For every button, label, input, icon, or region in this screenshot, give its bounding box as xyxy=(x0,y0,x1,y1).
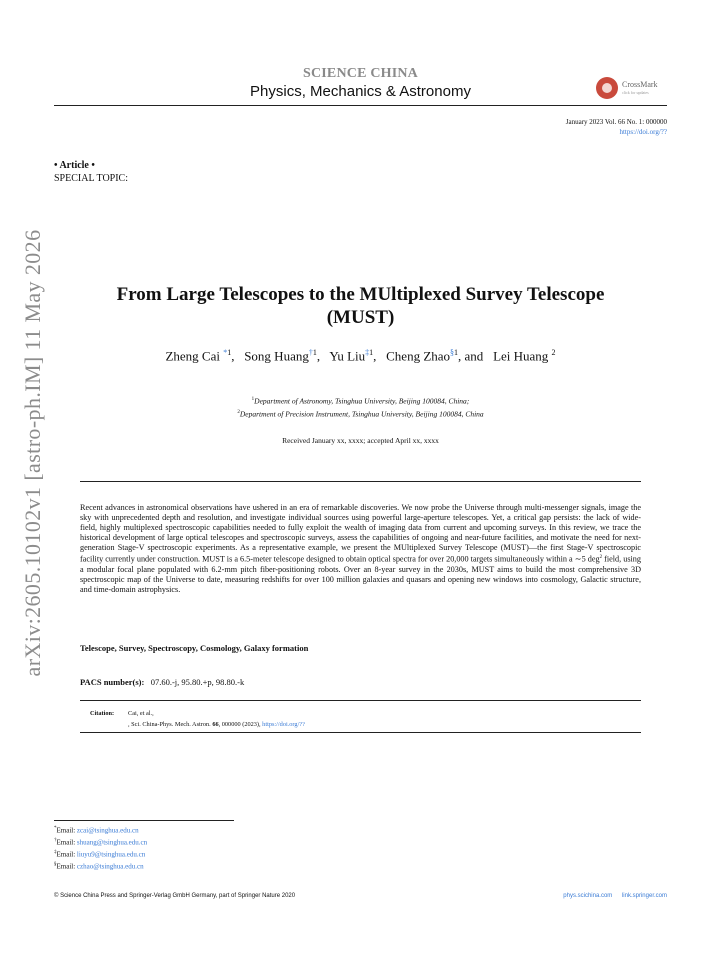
crossmark-label: CrossMark xyxy=(622,80,658,89)
footnote: †Email: shuang@tsinghua.edu.cn xyxy=(54,838,148,847)
footnote: *Email: zcai@tsinghua.edu.cn xyxy=(54,826,139,835)
footer-link-springer[interactable]: link.springer.com xyxy=(621,893,667,899)
received-date: Received January xx, xxxx; accepted April xx, xxxx xyxy=(282,436,439,445)
crossmark-icon xyxy=(596,77,618,99)
pacs-numbers xyxy=(80,677,244,687)
special-topic: SPECIAL TOPIC: xyxy=(54,173,128,184)
affiliation-line: $^2$Department of Precision Instrument, Tsinghua University, Beijing 100084, China xyxy=(237,409,484,418)
author-affil: 1 xyxy=(227,348,232,357)
abstract-top-rule xyxy=(80,481,641,482)
author-symbol[interactable]: § xyxy=(450,348,455,357)
journal-subtitle: Physics, Mechanics & Astronomy xyxy=(250,83,471,100)
citation-line-2: , Sci. China-Phys. Mech. Astron. 66, 000000 (2023), https://doi.org/?? xyxy=(128,721,305,728)
copyright-footer: © Science China Press and Springer-Verlag GmbH Germany, part of Springer Nature 2020 xyxy=(54,893,296,899)
footnote-rule xyxy=(54,820,234,821)
email-link[interactable]: zcai@tsinghua.edu.cn xyxy=(76,826,139,835)
author-affil: 1 xyxy=(369,348,374,357)
citation-bottom-rule xyxy=(80,732,641,733)
issue-dateline: January 2023 Vol. 66 No. 1: 000000 xyxy=(565,118,667,126)
title-line-2: (MUST) xyxy=(326,307,395,328)
paper-title xyxy=(80,283,641,329)
article-type: • Article • xyxy=(54,160,95,171)
author-affil: 2 xyxy=(551,348,556,357)
citation-line-1: Citation: Cai, et al., xyxy=(90,710,154,717)
author-name: Lei Huang xyxy=(493,348,549,364)
author-symbol[interactable]: ‡ xyxy=(365,348,370,357)
authors-and: and xyxy=(464,348,484,364)
footer-links xyxy=(555,893,667,899)
citation-doi-link[interactable]: https://doi.org/?? xyxy=(262,721,305,728)
header-rule xyxy=(54,105,667,106)
author-list: Zheng Cai $^{*1}$, Song Huang$^{\dagger 1}$, Yu Liu$^{\ddagger 1}$, Cheng Zhao$^{\S 1}$, and Lei Huang $^2$ xyxy=(165,348,556,364)
footnote: ‡Email: liuyu9@tsinghua.edu.cn xyxy=(54,850,146,859)
author-symbol[interactable]: * xyxy=(223,348,228,357)
email-link[interactable]: shuang@tsinghua.edu.cn xyxy=(76,838,148,847)
author-name: Song Huang xyxy=(244,348,309,364)
email-link[interactable]: liuyu9@tsinghua.edu.cn xyxy=(76,850,146,859)
author-affil: 1 xyxy=(312,348,317,357)
author-symbol[interactable]: † xyxy=(308,348,313,357)
arxiv-stamp xyxy=(18,229,48,677)
abstract: Recent advances in astronomical observations have ushered in an era of remarkable discoveries. We now probe the Universe through multi-messenger signals, image the sky with unprecedented depth and resolution, and investigate individual sources using powerful large-aperture telescopes. Yet, a critical gap persists: the lack of wide-field, highly multiplexed spectroscopic capabilities needed to fully exploit the wealth of imaging data from current and upcoming surveys. In this review, we trace the historical development of large optical telescopes and spectroscopic surveys, assess the capabilities of ongoing and near-future facilities, and motivate the need for next-generation Stage-V spectroscopic experiments. As a representative example, we present the MUltiplexed Survey Telescope (MUST)—the first Stage-V spectroscopic facility currently under construction. MUST is a 6.5-meter telescope designed to obtain optical spectra for over 20,000 targets simultaneously within a ∼5 deg$^2$ field, using a modular focal plane populated with 6.2-mm pitch fiber-positioning robots. Over an 8-year survey in the 2030s, MUST aims to build the most comprehensive 3D spectroscopic map of the Universe to date, measuring redshifts for over 100 million galaxies and quasars and opening new windows into cosmology, Galactic structure, and time-domain astrophysics. xyxy=(80,503,641,594)
affiliation-line: $^1$Department of Astronomy, Tsinghua University, Beijing 100084, China; xyxy=(251,396,470,406)
pacs-label: PACS number(s): xyxy=(80,677,145,687)
footnote: §Email: czhao@tsinghua.edu.cn xyxy=(54,862,144,871)
affiliations xyxy=(80,394,641,419)
title-line-1: From Large Telescopes to the MUltiplexed Survey Telescope xyxy=(116,284,605,305)
citation-top-rule xyxy=(80,700,641,701)
crossmark-logo[interactable] xyxy=(596,77,676,99)
journal-name: SCIENCE CHINA xyxy=(302,66,418,81)
author-name: Cheng Zhao xyxy=(386,348,451,364)
author-name: Zheng Cai xyxy=(165,348,220,364)
footer-link-scichina[interactable]: phys.scichina.com xyxy=(563,893,613,899)
pacs-value: 07.60.-j, 95.80.+p, 98.80.-k xyxy=(150,677,245,687)
keywords: Telescope, Survey, Spectroscopy, Cosmology, Galaxy formation xyxy=(80,643,309,653)
author-affil: 1 xyxy=(454,348,459,357)
citation-label: Citation: xyxy=(90,710,115,717)
author-name: Yu Liu xyxy=(329,348,366,364)
email-link[interactable]: czhao@tsinghua.edu.cn xyxy=(76,862,144,871)
crossmark-sub: click for updates xyxy=(622,90,649,95)
doi-link[interactable]: https://doi.org/?? xyxy=(619,128,667,136)
arxiv-stamp-text: arXiv:2605.10102v1 [astro-ph.IM] 11 May 2026 xyxy=(20,229,45,677)
